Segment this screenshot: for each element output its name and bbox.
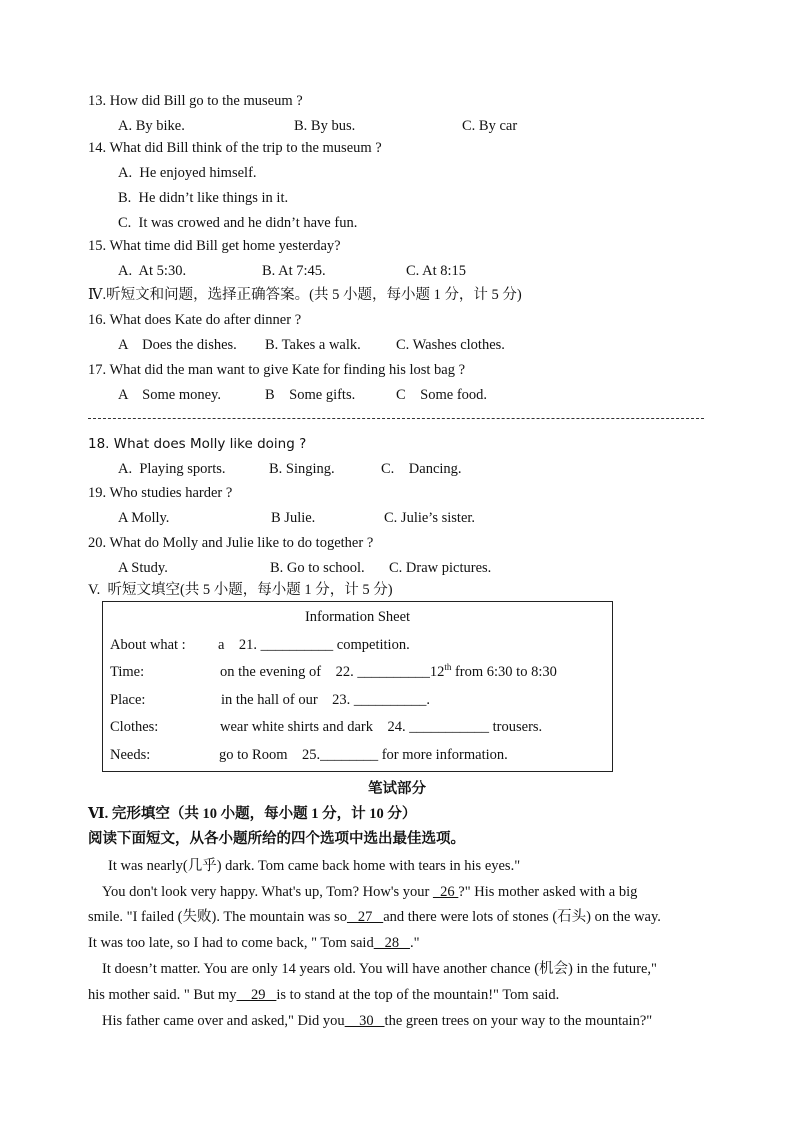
sheet-blank-22-text: on the evening of 22. __________ xyxy=(220,664,430,680)
sheet-blank-24: wear white shirts and dark 24. ___________ trousers. xyxy=(220,719,543,735)
q14-option-b: B. He didn’t like things in it. xyxy=(118,190,289,206)
q20-option-b: B. Go to school. xyxy=(270,560,365,576)
q17-option-c: C Some food. xyxy=(396,387,488,403)
passage-line-4 xyxy=(88,933,420,953)
section-6-instruction: 阅读下面短文，从各小题所给的四个选项中选出最佳选项。 xyxy=(88,831,465,847)
q20-option-a: A Study. xyxy=(118,560,168,576)
information-sheet-title: Information Sheet xyxy=(304,609,411,625)
page-divider xyxy=(88,418,704,419)
q15-option-a: A. At 5:30. xyxy=(118,263,187,279)
passage-line-2 xyxy=(102,882,637,902)
sheet-blank-21: a 21. __________ competition. xyxy=(218,637,410,653)
q17-option-a: A Some money. xyxy=(118,387,221,403)
q14-option-a: A. He enjoyed himself. xyxy=(118,165,257,181)
q20-stem: 20. What do Molly and Julie like to do together ? xyxy=(88,535,374,551)
q17-stem: 17. What did the man want to give Kate for finding his lost bag ? xyxy=(88,362,466,378)
sheet-label-about: About what : xyxy=(110,637,186,653)
q14-option-c: C. It was crowed and he didn’t have fun. xyxy=(118,215,358,231)
passage-text: ." xyxy=(409,935,420,951)
passage-line-6 xyxy=(88,985,559,1005)
passage-line-7 xyxy=(102,1011,652,1031)
q15-option-c: C. At 8:15 xyxy=(406,263,467,279)
passage-text: the green trees on your way to the mountain?" xyxy=(384,1013,653,1029)
q19-option-c: C. Julie’s sister. xyxy=(384,510,476,526)
sheet-label-needs: Needs: xyxy=(110,747,151,763)
sheet-blank-23: in the hall of our 23. __________. xyxy=(221,692,431,708)
passage-text: smile. "I failed (失败). The mountain was so xyxy=(88,909,347,925)
passage-line-5: It doesn’t matter. You are only 14 years old. You will have another chance (机会) in the future," xyxy=(102,961,657,977)
q13-stem: 13. How did Bill go to the museum ? xyxy=(88,93,303,109)
passage-text: It was too late, so I had to come back, " Tom said xyxy=(88,935,374,951)
passage-text: and there were lots of stones (石头) on the way. xyxy=(383,909,661,925)
passage-line-1: It was nearly(几乎) dark. Tom came back home with tears in his eyes." xyxy=(108,858,521,874)
sheet-label-place: Place: xyxy=(110,692,146,708)
sheet-date-suffix: th xyxy=(444,662,452,673)
written-part-title: 笔试部分 xyxy=(368,781,426,797)
section-4-title: Ⅳ.听短文和问题，选择正确答案。(共 5 小题，每小题 1 分，计 5 分) xyxy=(88,287,522,303)
section-6-title: Ⅵ. 完形填空（共 10 小题，每小题 1 分，计 10 分） xyxy=(88,806,417,822)
q18-option-c: C. Dancing. xyxy=(381,461,462,477)
sheet-label-clothes: Clothes: xyxy=(110,719,159,735)
q18-stem: 18. What does Molly like doing ? xyxy=(88,436,307,452)
sheet-date-day: 12 xyxy=(429,664,445,680)
q13-option-a: A. By bike. xyxy=(118,118,185,134)
sheet-time-range: from 6:30 to 8:30 xyxy=(451,664,557,680)
passage-text: is to stand at the top of the mountain!" Tom said. xyxy=(276,987,560,1003)
blank-26: 26 xyxy=(432,884,459,900)
sheet-label-time: Time: xyxy=(110,664,145,680)
q15-stem: 15. What time did Bill get home yesterday? xyxy=(88,238,341,254)
passage-text: You don't look very happy. What's up, Tom? How's your xyxy=(102,884,430,900)
passage-text: ?" His mother asked with a big xyxy=(458,884,638,900)
blank-27: 27 xyxy=(346,909,384,925)
q14-stem: 14. What did Bill think of the trip to the museum ? xyxy=(88,140,382,156)
passage-text: his mother said. " But my xyxy=(88,987,237,1003)
sheet-blank-25: go to Room 25.________ for more information. xyxy=(219,747,508,763)
q13-option-c: C. By car xyxy=(462,118,518,134)
blank-30: 30 xyxy=(344,1013,385,1029)
q17-option-b: B Some gifts. xyxy=(265,387,356,403)
sheet-blank-22 xyxy=(220,662,557,682)
section-5-title: V. 听短文填空(共 5 小题，每小题 1 分，计 5 分) xyxy=(88,582,393,598)
q16-option-a: A Does the dishes. xyxy=(118,337,237,353)
q16-stem: 16. What does Kate do after dinner ? xyxy=(88,312,302,328)
blank-29: 29 xyxy=(236,987,277,1003)
q18-option-b: B. Singing. xyxy=(269,461,335,477)
q16-option-c: C. Washes clothes. xyxy=(396,337,505,353)
q16-option-b: B. Takes a walk. xyxy=(265,337,361,353)
q18-option-a: A. Playing sports. xyxy=(118,461,226,477)
q19-stem: 19. Who studies harder ? xyxy=(88,485,233,501)
q15-option-b: B. At 7:45. xyxy=(262,263,326,279)
q13-option-b: B. By bus. xyxy=(294,118,356,134)
q20-option-c: C. Draw pictures. xyxy=(389,560,492,576)
q19-option-a: A Molly. xyxy=(118,510,170,526)
q19-option-b: B Julie. xyxy=(271,510,316,526)
passage-line-3 xyxy=(88,907,661,927)
blank-28: 28 xyxy=(373,935,410,951)
passage-text: His father came over and asked," Did you xyxy=(102,1013,345,1029)
